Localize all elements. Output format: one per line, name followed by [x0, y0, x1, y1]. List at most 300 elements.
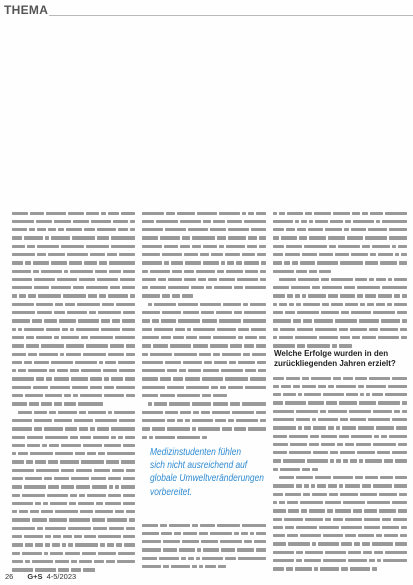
body-text-word [158, 278, 166, 281]
body-text-word [92, 518, 105, 521]
body-text-word [74, 535, 82, 538]
body-text-word [378, 401, 400, 404]
body-text-word [12, 253, 35, 256]
body-text-line [12, 309, 135, 317]
body-text-line [142, 416, 266, 424]
body-text-word [366, 385, 386, 388]
body-text-word [217, 524, 240, 527]
body-text-line [12, 491, 135, 499]
body-text-word [24, 361, 32, 364]
body-text-word [93, 527, 107, 530]
body-text-line [142, 408, 266, 416]
body-text-line [273, 284, 407, 292]
body-text-word [323, 393, 344, 396]
body-text-line [12, 317, 135, 325]
body-text-word [68, 527, 91, 530]
body-text-word [245, 336, 257, 339]
body-text-word [54, 311, 65, 314]
body-text-word [302, 294, 306, 297]
body-text-word [273, 542, 286, 545]
body-text-word [313, 451, 328, 454]
body-text-word [61, 485, 74, 488]
body-text-word [99, 361, 103, 364]
body-text-word [394, 303, 407, 306]
body-text-word [384, 459, 393, 462]
body-text-word [300, 261, 315, 264]
body-text-line [12, 483, 135, 491]
body-text-word [72, 386, 88, 389]
body-text-word [34, 286, 49, 289]
body-text-line [12, 524, 135, 532]
text-column-middle-top [142, 209, 266, 441]
body-text-word [196, 270, 215, 273]
body-text-word [12, 469, 34, 472]
body-text-word [345, 518, 362, 521]
body-text-word [299, 236, 307, 239]
body-text-word [243, 353, 250, 356]
body-text-line [273, 424, 407, 432]
body-text-word [79, 278, 95, 281]
body-text-word [43, 502, 48, 505]
body-text-line [273, 557, 407, 565]
body-text-word [376, 426, 394, 429]
body-text-word [377, 559, 381, 562]
body-text-word [198, 278, 206, 281]
body-text-line [142, 309, 266, 317]
body-text-word [12, 402, 27, 405]
body-text-word [399, 261, 407, 264]
body-text-word [273, 443, 288, 446]
body-text-word [237, 548, 254, 551]
body-text-line [142, 358, 266, 366]
body-text-word [352, 336, 360, 339]
body-text-word [142, 411, 163, 414]
body-text-word [308, 228, 323, 231]
body-text-word [55, 560, 69, 563]
body-text-word [142, 427, 150, 430]
body-text-word [395, 459, 407, 462]
body-text-word [355, 476, 363, 479]
body-text-word [12, 485, 22, 488]
body-text-word [309, 270, 317, 273]
body-text-word [296, 410, 318, 413]
body-text-word [78, 502, 94, 505]
body-text-word [142, 557, 157, 560]
body-text-word [273, 410, 294, 413]
body-text-word [340, 451, 355, 454]
body-text-word [351, 435, 372, 438]
body-text-word [273, 534, 285, 537]
body-text-word [95, 419, 117, 422]
body-text-word [12, 452, 16, 455]
body-text-word [18, 369, 26, 372]
body-text-word [273, 551, 294, 554]
body-text-line [273, 482, 407, 490]
body-text-word [107, 452, 135, 455]
body-text-word [186, 386, 209, 389]
body-text-line [142, 392, 266, 400]
body-text-word [245, 270, 258, 273]
body-text-line [142, 292, 266, 300]
body-text-line [12, 557, 135, 565]
body-text-word [273, 336, 277, 339]
body-text-word [126, 394, 135, 397]
body-text-word [365, 236, 387, 239]
body-text-word [273, 451, 287, 454]
body-text-word [80, 510, 93, 513]
body-text-word [364, 518, 380, 521]
body-text-word [94, 560, 104, 563]
body-text-word [225, 253, 240, 256]
body-text-word [22, 494, 45, 497]
body-text-word [358, 385, 364, 388]
body-text-line [12, 441, 135, 449]
body-text-word [256, 212, 266, 215]
body-text-word [84, 535, 96, 538]
body-text-word [28, 369, 47, 372]
body-text-word [234, 532, 239, 535]
body-text-word [12, 261, 23, 264]
body-text-word [213, 394, 227, 397]
body-text-word [201, 540, 218, 543]
body-text-word [317, 484, 326, 487]
body-text-word [12, 460, 24, 463]
body-text-word [12, 328, 16, 331]
body-text-word [67, 253, 88, 256]
body-text-word [281, 236, 297, 239]
body-text-line [12, 350, 135, 358]
body-text-line [142, 267, 266, 275]
body-text-word [65, 552, 80, 555]
body-text-word [26, 344, 39, 347]
body-text-word [126, 469, 135, 472]
body-text-word [248, 427, 266, 430]
body-text-line [273, 250, 407, 258]
body-text-word [110, 286, 120, 289]
body-text-word [121, 460, 135, 463]
body-text-word [273, 270, 294, 273]
body-text-word [79, 494, 85, 497]
body-text-word [355, 377, 367, 380]
body-text-word [142, 548, 161, 551]
body-text-word [368, 418, 390, 421]
body-text-word [300, 501, 323, 504]
body-text-word [203, 261, 219, 264]
body-text-word [125, 436, 135, 439]
body-text-word [171, 565, 190, 568]
body-text-word [106, 460, 119, 463]
body-text-word [97, 278, 118, 281]
body-text-word [46, 377, 52, 380]
body-text-word [273, 435, 287, 438]
body-text-word [154, 328, 173, 331]
body-text-word [36, 469, 59, 472]
body-text-word [161, 336, 171, 339]
body-text-word [201, 311, 214, 314]
body-text-word [126, 353, 135, 356]
body-text-word [305, 518, 323, 521]
body-text-line [273, 548, 407, 556]
body-text-word [111, 436, 116, 439]
body-text-word [273, 344, 295, 347]
body-text-word [28, 294, 36, 297]
body-text-word [329, 245, 336, 248]
body-text-word [323, 559, 346, 562]
body-text-word [244, 311, 266, 314]
body-text-word [44, 319, 57, 322]
body-text-word [377, 451, 390, 454]
body-text-word [12, 560, 23, 563]
body-text-word [245, 386, 266, 389]
body-text-word [91, 477, 106, 480]
body-text-word [185, 419, 190, 422]
body-text-line [142, 300, 266, 308]
body-text-word [175, 328, 185, 331]
body-text-word [12, 294, 17, 297]
body-text-word [25, 261, 31, 264]
body-text-word [335, 509, 351, 512]
body-text-word [376, 220, 380, 223]
body-text-word [71, 377, 88, 380]
body-text-word [116, 543, 122, 546]
magazine-name: G+S [27, 572, 43, 581]
body-text-word [325, 501, 341, 504]
body-text-word [66, 353, 81, 356]
body-text-word [389, 228, 407, 231]
body-text-word [284, 518, 303, 521]
body-text-word [12, 394, 23, 397]
body-text-word [319, 270, 331, 273]
body-text-line [273, 317, 407, 325]
body-text-word [98, 311, 121, 314]
body-text-line [273, 457, 407, 465]
body-text-line [273, 474, 407, 482]
body-text-word [86, 245, 109, 248]
body-text-word [69, 261, 82, 264]
body-text-word [297, 328, 313, 331]
body-text-word [273, 319, 291, 322]
body-text-word [200, 524, 215, 527]
body-text-word [340, 493, 358, 496]
body-text-word [200, 303, 221, 306]
body-text-word [350, 567, 370, 570]
body-text-word [174, 532, 181, 535]
body-text-word [80, 394, 102, 397]
body-text-line [273, 382, 407, 390]
body-text-word [63, 535, 72, 538]
body-text-word [50, 552, 63, 555]
body-text-word [220, 540, 242, 543]
body-text-word [309, 509, 325, 512]
body-text-word [225, 557, 236, 560]
body-text-word [179, 369, 186, 372]
body-text-word [118, 228, 128, 231]
body-text-word [351, 311, 371, 314]
body-text-word [322, 286, 342, 289]
body-text-word [285, 493, 301, 496]
body-text-line [273, 391, 407, 399]
body-text-word [130, 228, 135, 231]
body-text-word [329, 493, 338, 496]
body-text-word [76, 328, 99, 331]
body-text-word [185, 377, 200, 380]
body-text-word [242, 524, 266, 527]
body-text-line [142, 546, 266, 554]
body-text-word [34, 419, 52, 422]
body-text-word [123, 477, 135, 480]
body-text-word [378, 253, 393, 256]
body-text-line [273, 242, 407, 250]
body-text-word [280, 328, 295, 331]
body-text-word [362, 542, 370, 545]
body-text-word [357, 294, 363, 297]
body-text-word [126, 510, 135, 513]
body-text-word [108, 294, 128, 297]
body-text-word [12, 535, 22, 538]
body-text-word [177, 394, 200, 397]
body-text-word [12, 502, 33, 505]
body-text-word [67, 311, 87, 314]
body-text-word [273, 303, 277, 306]
body-text-word [98, 552, 116, 555]
body-text-word [54, 220, 71, 223]
body-text-word [57, 369, 68, 372]
body-text-word [321, 443, 335, 446]
body-text-word [205, 565, 216, 568]
body-text-word [302, 468, 310, 471]
body-text-word [228, 419, 234, 422]
body-text-word [311, 484, 315, 487]
body-text-word [331, 303, 343, 306]
body-text-word [122, 319, 135, 322]
body-text-word [126, 344, 135, 347]
body-text-word [95, 270, 107, 273]
body-text-word [83, 444, 102, 447]
body-text-word [104, 394, 124, 397]
body-text-word [12, 361, 22, 364]
body-text-word [273, 220, 293, 223]
body-text-line [142, 333, 266, 341]
body-text-word [326, 401, 337, 404]
body-text-word [69, 502, 76, 505]
body-text-line [273, 515, 407, 523]
body-text-word [280, 468, 300, 471]
body-text-word [64, 402, 76, 405]
body-text-word [73, 286, 84, 289]
body-text-word [347, 236, 363, 239]
body-text-word [193, 328, 215, 331]
body-text-word [103, 369, 117, 372]
body-text-line [12, 292, 135, 300]
body-text-word [28, 353, 37, 356]
body-text-line [12, 209, 135, 217]
body-text-word [364, 509, 377, 512]
body-text-word [49, 411, 56, 414]
body-text-word [248, 212, 254, 215]
body-text-word [81, 369, 101, 372]
body-text-word [303, 319, 312, 322]
body-text-word [319, 336, 338, 339]
body-text-word [314, 212, 331, 215]
body-text-word [167, 427, 190, 430]
body-text-word [48, 460, 58, 463]
body-text-word [359, 401, 376, 404]
body-text-word [242, 402, 266, 405]
body-text-word [243, 303, 248, 306]
body-text-word [88, 294, 97, 297]
body-text-word [87, 494, 106, 497]
body-text-word [74, 419, 93, 422]
body-text-word [291, 286, 310, 289]
body-text-word [303, 303, 320, 306]
body-text-word [59, 319, 76, 322]
body-text-word [217, 236, 226, 239]
body-text-word [80, 436, 91, 439]
body-text-word [41, 270, 62, 273]
body-text-word [35, 502, 41, 505]
body-text-word [285, 311, 295, 314]
body-text-word [193, 411, 199, 414]
body-text-word [202, 436, 207, 439]
body-text-line [273, 523, 407, 531]
body-text-word [183, 311, 199, 314]
body-text-word [273, 418, 294, 421]
body-text-word [379, 493, 397, 496]
body-text-word [119, 369, 135, 372]
body-text-line [12, 226, 135, 234]
body-text-word [359, 319, 379, 322]
body-text-word [340, 418, 348, 421]
body-text-line [142, 425, 266, 433]
body-text-word [199, 353, 211, 356]
body-text-word [12, 386, 31, 389]
body-text-word [379, 509, 396, 512]
body-text-word [63, 294, 86, 297]
body-text-word [45, 543, 50, 546]
body-text-word [92, 485, 107, 488]
body-text-word [303, 493, 310, 496]
body-text-word [398, 443, 407, 446]
body-text-word [242, 212, 246, 215]
body-text-word [382, 526, 399, 529]
body-text-word [108, 494, 121, 497]
header-rule [49, 15, 413, 16]
body-text-word [34, 278, 55, 281]
body-text-word [349, 410, 371, 413]
body-text-word [304, 426, 311, 429]
body-text-word [374, 435, 379, 438]
body-text-word [90, 427, 95, 430]
body-text-word [203, 548, 219, 551]
body-text-word [400, 534, 407, 537]
body-text-word [307, 344, 330, 347]
body-text-word [12, 228, 27, 231]
body-text-word [123, 502, 135, 505]
body-text-word [345, 220, 351, 223]
body-text-word [177, 419, 183, 422]
body-text-word [381, 319, 400, 322]
body-text-word [340, 261, 363, 264]
body-text-word [37, 245, 59, 248]
body-text-word [61, 336, 79, 339]
body-text-word [373, 410, 392, 413]
body-text-word [312, 418, 316, 421]
body-text-word [148, 402, 152, 405]
body-text-word [340, 294, 355, 297]
body-text-word [227, 261, 234, 264]
body-text-word [345, 534, 356, 537]
body-text-word [376, 534, 382, 537]
